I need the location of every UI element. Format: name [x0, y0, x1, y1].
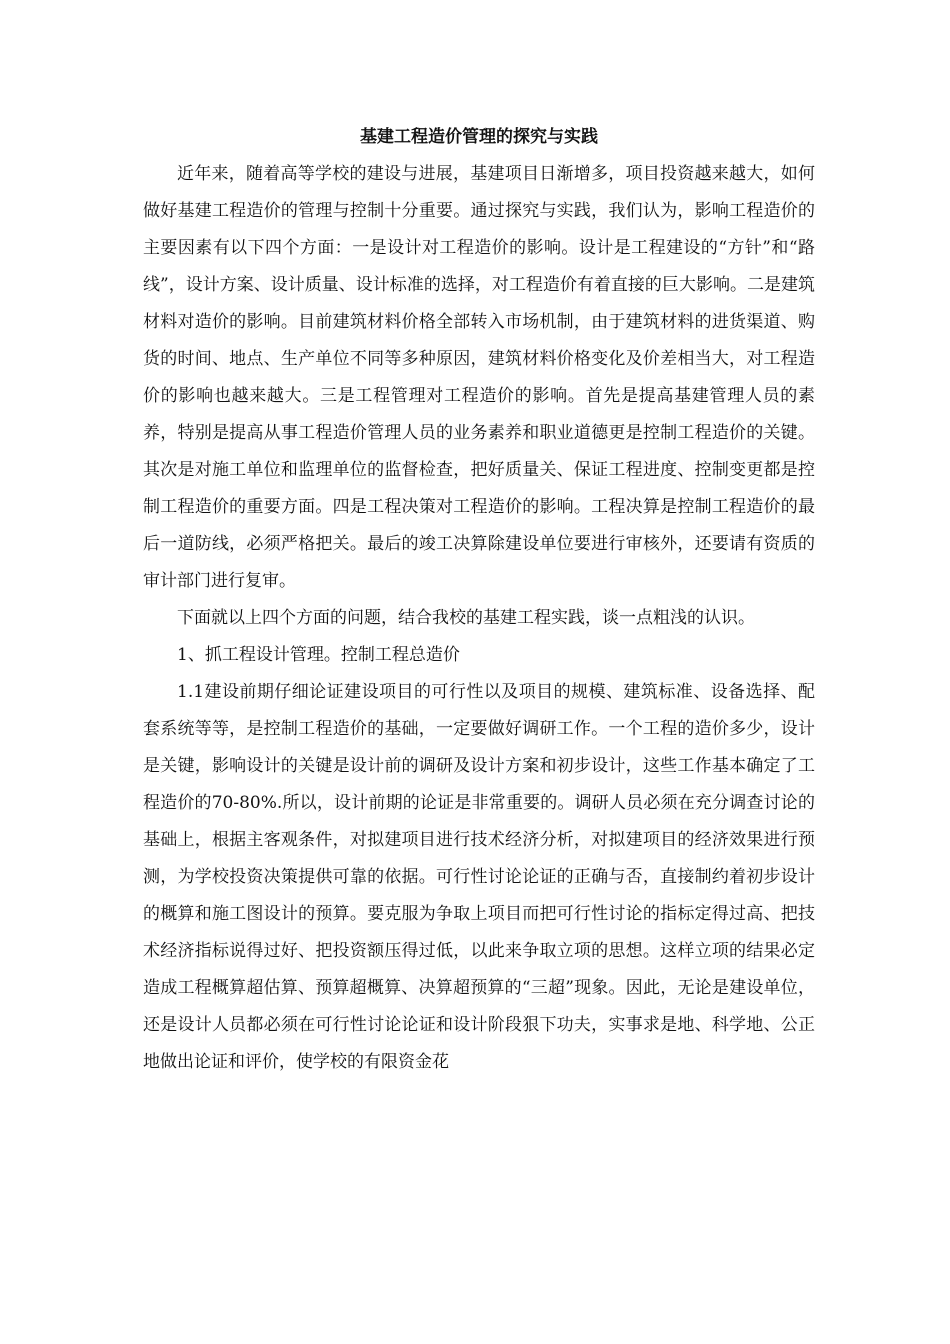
document-body — [143, 118, 815, 1081]
subsection-paragraph: 1.1建设前期仔细论证建设项目的可行性以及项目的规模、建筑标准、设备选择、配套系统等等，是控制工程造价的基础，一定要做好调研工作。一个工程的造价多少，设计是关键，影响设计的关键是设计前的调研及设计方案和初步设计，这些工作基本确定了工程造价的70-80%.所以，设计前期的论证是非常重要的。调研人员必须在充分调查讨论的基础上，根据主客观条件，对拟建项目进行技术经济分析，对拟建项目的经济效果进行预测，为学校投资决策提供可靠的依据。可行性讨论论证的正确与否，直接制约着初步设计的概算和施工图设计的预算。要克服为争取上项目而把可行性讨论的指标定得过高、把技术经济指标说得过好、把投资额压得过低，以此来争取立项的思想。这样立项的结果必定造成工程概算超估算、预算超概算、决算超预算的“三超”现象。因此，无论是建设单位，还是设计人员都必须在可行性讨论论证和设计阶段狠下功夫，实事求是地、科学地、公正地做出论证和评价，使学校的有限资金花 — [143, 682, 815, 1072]
section-heading: 1、抓工程设计管理。控制工程总造价 — [177, 645, 460, 665]
document-title: 基建工程造价管理的探究与实践 — [360, 127, 598, 147]
transition-paragraph: 下面就以上四个方面的问题，结合我校的基建工程实践，谈一点粗浅的认识。 — [177, 608, 755, 628]
intro-paragraph: 近年来，随着高等学校的建设与进展，基建项目日渐增多，项目投资越来越大，如何做好基建工程造价的管理与控制十分重要。通过探究与实践，我们认为，影响工程造价的主要因素有以下四个方面：一是设计对工程造价的影响。设计是工程建设的“方针”和“路线”，设计方案、设计质量、设计标准的选择，对工程造价有着直接的巨大影响。二是建筑材料对造价的影响。目前建筑材料价格全部转入市场机制，由于建筑材料的进货渠道、购货的时间、地点、生产单位不同等多种原因，建筑材料价格变化及价差相当大，对工程造价的影响也越来越大。三是工程管理对工程造价的影响。首先是提高基建管理人员的素养，特别是提高从事工程造价管理人员的业务素养和职业道德更是控制工程造价的关键。其次是对施工单位和监理单位的监督检查，把好质量关、保证工程进度、控制变更都是控制工程造价的重要方面。四是工程决策对工程造价的影响。工程决算是控制工程造价的最后一道防线，必须严格把关。最后的竣工决算除建设单位要进行审核外，还要请有资质的审计部门进行复审。 — [143, 164, 815, 591]
